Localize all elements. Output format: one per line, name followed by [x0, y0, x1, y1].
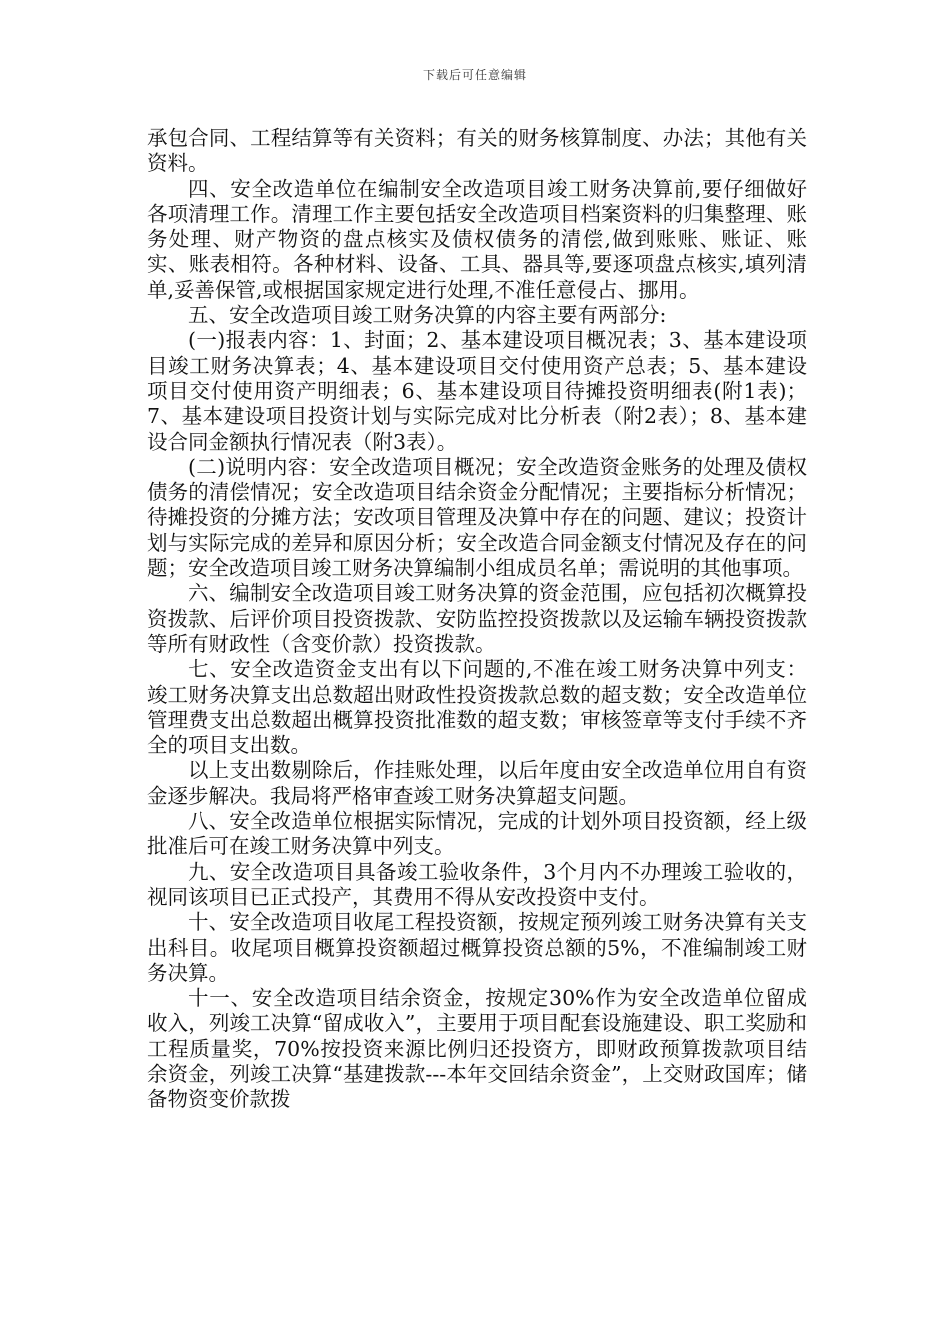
paragraph-section-10: 十、安全改造项目收尾工程投资额，按规定预列竣工财务决算有关支出科目。收尾项目概算投资额超过概算投资总额的5%，不准编制竣工财务决算。: [147, 910, 807, 985]
paragraph-section-5-notes: (二)说明内容：安全改造项目概况；安全改造资金账务的处理及债权债务的清偿情况；安全改造项目结余资金分配情况；主要指标分析情况；待摊投资的分摊方法；安改项目管理及决算中存在的问题、建议；投资计划与实际完成的差异和原因分析；安全改造合同金额支付情况及存在的问题；安全改造项目竣工财务决算编制小组成员名单；需说明的其他事项。: [147, 454, 807, 581]
paragraph-section-9: 九、安全改造项目具备竣工验收条件，3个月内不办理竣工验收的，视同该项目已正式投产，其费用不得从安改投资中支付。: [147, 859, 807, 909]
paragraph-section-5: 五、安全改造项目竣工财务决算的内容主要有两部分:: [188, 303, 667, 328]
paragraph-section-7-followup: 以上支出数剔除后，作挂账处理，以后年度由安全改造单位用自有资金逐步解决。我局将严格审查竣工财务决算超支问题。: [147, 758, 807, 808]
document-body: [147, 126, 807, 1113]
paragraph-section-11: 十一、安全改造项目结余资金，按规定30%作为安全改造单位留成收入，列竣工决算“留成收入”，主要用于项目配套设施建设、职工奖励和工程质量奖，70%按投资来源比例归还投资方，即财政预算拨款项目结余资金，列竣工决算“基建拨款---本年交回结余资金”，上交财政国库；储备物资变价款拨: [147, 986, 807, 1112]
paragraph-continuation: 承包合同、工程结算等有关资料；有关的财务核算制度、办法；其他有关资料。: [147, 126, 807, 176]
paragraph-section-4: 四、安全改造单位在编制安全改造项目竣工财务决算前,要仔细做好各项清理工作。清理工作主要包括安全改造项目档案资料的归集整理、账务处理、财产物资的盘点核实及债权债务的清偿,做到账账、账证、账实、账表相符。各种材料、设备、工具、器具等,要逐项盘点核实,填列清单,妥善保管,或根据国家规定进行处理,不准任意侵占、挪用。: [147, 176, 807, 302]
header-note: 下载后可任意编辑: [422, 68, 527, 82]
paragraph-section-8: 八、安全改造单位根据实际情况，完成的计划外项目投资额，经上级批准后可在竣工财务决算中列支。: [147, 809, 807, 859]
paragraph-section-7: 七、安全改造资金支出有以下问题的,不准在竣工财务决算中列支：竣工财务决算支出总数超出财政性投资拨款总数的超支数；安全改造单位管理费支出总数超出概算投资批准数的超支数；审核签章等支付手续不齐全的项目支出数。: [147, 657, 807, 758]
paragraph-section-5-reports: (一)报表内容：1、封面；2、基本建设项目概况表；3、基本建设项目竣工财务决算表；4、基本建设项目交付使用资产总表；5、基本建设项目交付使用资产明细表；6、基本建设项目待摊投资明细表(附1表)；7、基本建设项目投资计划与实际完成对比分析表（附2表）；8、基本建设合同金额执行情况表（附3表）。: [147, 328, 807, 454]
paragraph-section-6: 六、编制安全改造项目竣工财务决算的资金范围，应包括初次概算投资拨款、后评价项目投资拨款、安防监控投资拨款以及运输车辆投资拨款等所有财政性（含变价款）投资拨款。: [147, 581, 807, 656]
